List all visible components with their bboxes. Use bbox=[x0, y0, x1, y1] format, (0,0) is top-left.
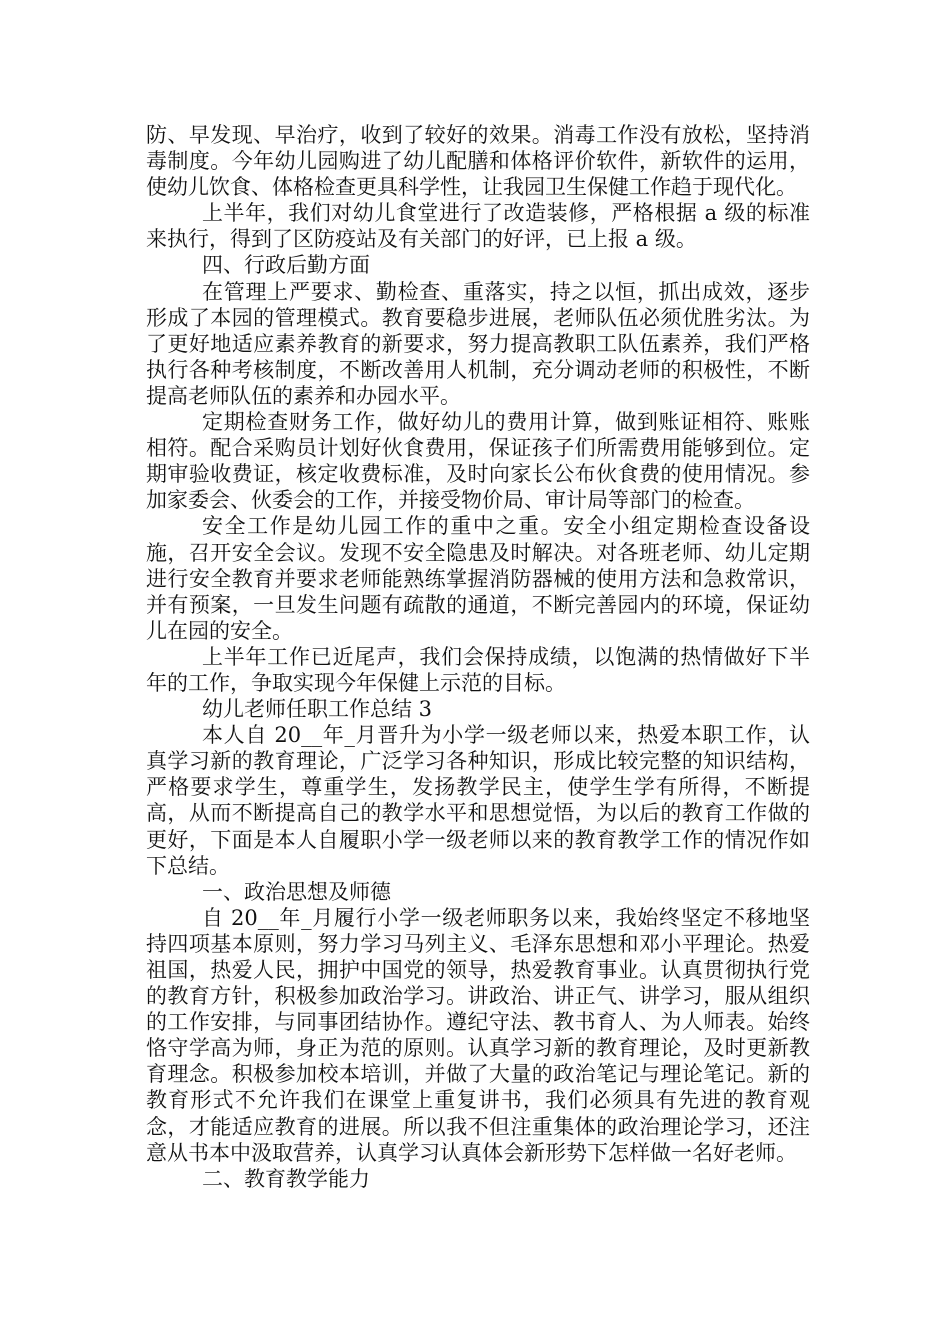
document-body bbox=[146, 122, 810, 1192]
paragraph-continuation: 防、早发现、早治疗，收到了较好的效果。消毒工作没有放松，坚持消毒制度。今年幼儿园购进了幼儿配膳和体格评价软件，新软件的运用，使幼儿饮食、体格检查更具科学性，让我园卫生保健工作趋于现代化。 bbox=[146, 123, 810, 200]
paragraph-management: 在管理上严要求、勤检查、重落实，持之以恒，抓出成效，逐步形成了本园的管理模式。教育要稳步进展，老师队伍必须优胜劣汰。为了更好地适应素养教育的新要求，努力提高教职工队伍素养，我们严格执行各种考核制度，不断改善用人机制，充分调动老师的积极性，不断提高老师队伍的素养和办园水平。 bbox=[146, 279, 810, 408]
paragraph-finance: 定期检查财务工作，做好幼儿的费用计算，做到账证相符、账账相符。配合采购员计划好伙食费用，保证孩子们所需费用能够到位。定期审验收费证，核定收费标准，及时向家长公布伙食费的使用情况。参加家委会、伙委会的工作，并接受物价局、审计局等部门的检查。 bbox=[146, 410, 810, 513]
section-heading-teaching: 二、教育教学能力 bbox=[202, 1166, 370, 1191]
paragraph-safety: 安全工作是幼儿园工作的重中之重。安全小组定期检查设备设施，召开安全会议。发现不安全隐患及时解决。对各班老师、幼儿定期进行安全教育并要求老师能熟练掌握消防器械的使用方法和急救常识，并有预案，一旦发生问题有疏散的通道，不断完善园内的环境，保证幼儿在园的安全。 bbox=[146, 514, 810, 643]
document-subtitle: 幼儿老师任职工作总结 3 bbox=[202, 697, 433, 722]
paragraph-closing: 上半年工作已近尾声，我们会保持成绩，以饱满的热情做好下半年的工作，争取实现今年保健上示范的目标。 bbox=[146, 644, 810, 695]
section-heading-admin: 四、行政后勤方面 bbox=[202, 253, 370, 278]
paragraph-canteen: 上半年，我们对幼儿食堂进行了改造装修，严格根据 a 级的标准来执行，得到了区防疫站及有关部门的好评，已上报 a 级。 bbox=[146, 201, 810, 252]
paragraph-intro: 本人自 20__年_月晋升为小学一级老师以来，热爱本职工作，认真学习新的教育理论，广泛学习各种知识，形成比较完整的知识结构，严格要求学生，尊重学生，发扬教学民主，使学生学有所得，不断提高，从而不断提高自己的教学水平和思想觉悟，为以后的教育工作做的更好，下面是本人自履职小学一级老师以来的教育教学工作的情况作如下总结。 bbox=[146, 723, 810, 878]
paragraph-politics: 自 20__年_月履行小学一级老师职务以来，我始终坚定不移地坚持四项基本原则，努力学习马列主义、毛泽东思想和邓小平理论。热爱祖国，热爱人民，拥护中国党的领导，热爱教育事业。认真贯彻执行党的教育方针，积极参加政治学习。讲政治、讲正气、讲学习，服从组织的工作安排，与同事团结协作。遵纪守法、教书育人、为人师表。始终恪守学高为师，身正为范的原则。认真学习新的教育理论，及时更新教育理念。积极参加校本培训，并做了大量的政治笔记与理论笔记。新的教育形式不允许我们在课堂上重复讲书，我们必须具有先进的教育观念，才能适应教育的进展。所以我不但注重集体的政治理论学习，还注意从书本中汲取营养，认真学习认真体会新形势下怎样做一名好老师。 bbox=[146, 905, 810, 1165]
section-heading-politics: 一、政治思想及师德 bbox=[202, 879, 391, 904]
